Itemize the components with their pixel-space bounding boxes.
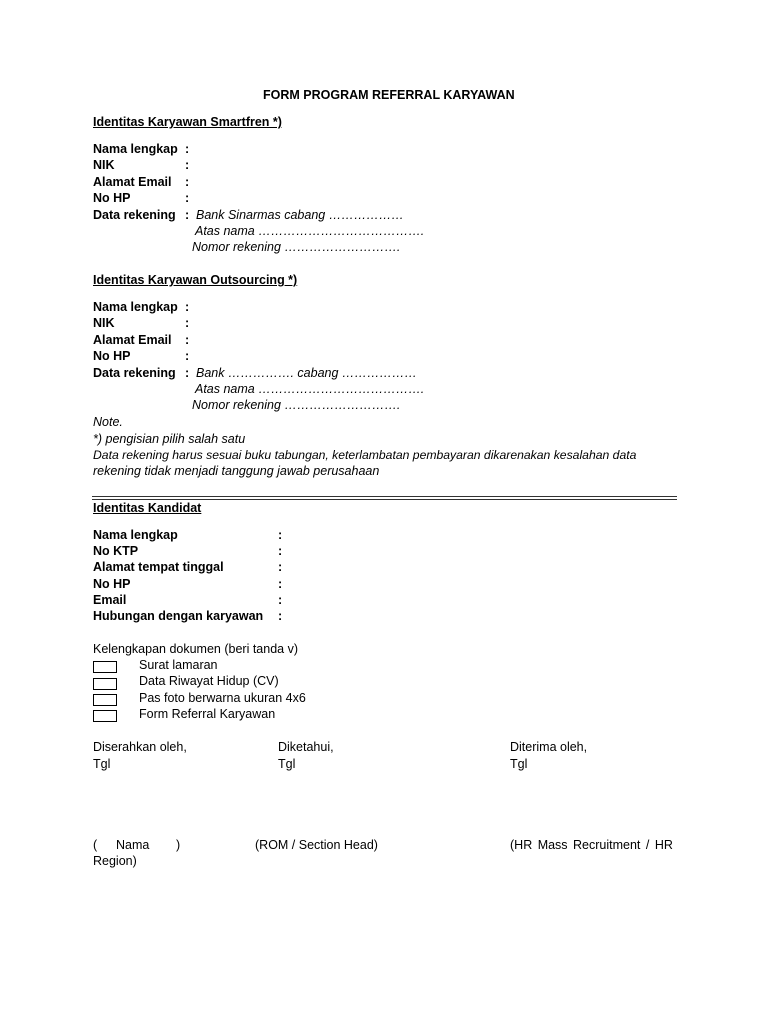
field-label: Alamat Email <box>93 333 172 347</box>
signature-label-diserahkan: Diserahkan oleh, <box>93 740 187 754</box>
field-colon: : <box>185 208 190 222</box>
field-colon: : <box>185 175 190 189</box>
signature-name: Nama <box>116 838 150 852</box>
field-colon: : <box>278 528 283 542</box>
field-label: Email <box>93 593 127 607</box>
atas-nama-line: Atas nama …………………………………. <box>195 382 425 396</box>
field-label: Nama lengkap <box>93 528 178 542</box>
field-label: Hubungan dengan karyawan <box>93 609 264 623</box>
section-heading-kandidat: Identitas Kandidat <box>93 501 202 515</box>
field-label: No HP <box>93 577 131 591</box>
note-line: Data rekening harus sesuai buku tabungan, keterlambatan pembayaran dikarenakan kesalahan data <box>93 448 637 462</box>
field-colon: : <box>185 300 190 314</box>
field-label: Data rekening <box>93 208 176 222</box>
field-label: No HP <box>93 191 131 205</box>
field-colon: : <box>278 593 283 607</box>
field-colon: : <box>278 609 283 623</box>
checklist-item-label: Surat lamaran <box>139 658 218 672</box>
nomor-rekening-line: Nomor rekening ………………………. <box>192 240 401 254</box>
signature-tgl: Tgl <box>510 757 528 771</box>
field-label: No HP <box>93 349 131 363</box>
field-colon: : <box>185 191 190 205</box>
bank-line: Bank Sinarmas cabang ……………… <box>196 208 404 222</box>
field-colon: : <box>185 333 190 347</box>
field-label: Alamat tempat tinggal <box>93 560 224 574</box>
signature-label-diterima: Diterima oleh, <box>510 740 588 754</box>
nomor-rekening-line: Nomor rekening ………………………. <box>192 398 401 412</box>
field-label: Nama lengkap <box>93 300 178 314</box>
signature-role-hr-cont: Region) <box>93 854 137 868</box>
field-colon: : <box>278 544 283 558</box>
note-line: rekening tidak menjadi tanggung jawab perusahaan <box>93 464 380 478</box>
signature-name-close: ) <box>176 838 181 852</box>
checklist-item-label: Form Referral Karyawan <box>139 707 276 721</box>
field-label: Nama lengkap <box>93 142 178 156</box>
field-colon: : <box>185 158 190 172</box>
field-colon: : <box>185 142 190 156</box>
bank-line: Bank ……………. cabang ……………… <box>196 366 417 380</box>
dokumen-heading: Kelengkapan dokumen (beri tanda v) <box>93 642 298 656</box>
checklist-item-label: Pas foto berwarna ukuran 4x6 <box>139 691 306 705</box>
checkbox-form-referral[interactable] <box>93 710 117 722</box>
atas-nama-line: Atas nama …………………………………. <box>195 224 425 238</box>
field-colon: : <box>185 316 190 330</box>
note-label: Note. <box>93 415 123 429</box>
field-label: NIK <box>93 158 115 172</box>
signature-name-open: ( <box>93 838 98 852</box>
checklist-item-label: Data Riwayat Hidup (CV) <box>139 674 279 688</box>
signature-tgl: Tgl <box>93 757 111 771</box>
section-heading-smartfren: Identitas Karyawan Smartfren *) <box>93 115 282 129</box>
signature-role-hr: (HR Mass Recruitment / HR <box>510 838 673 852</box>
divider <box>92 499 677 500</box>
checkbox-pas-foto[interactable] <box>93 694 117 706</box>
checkbox-surat-lamaran[interactable] <box>93 661 117 673</box>
field-colon: : <box>278 560 283 574</box>
signature-role-rom: (ROM / Section Head) <box>255 838 378 852</box>
signature-tgl: Tgl <box>278 757 296 771</box>
section-heading-outsourcing: Identitas Karyawan Outsourcing *) <box>93 273 298 287</box>
field-label: No KTP <box>93 544 139 558</box>
divider <box>92 496 677 497</box>
field-label: Data rekening <box>93 366 176 380</box>
field-label: Alamat Email <box>93 175 172 189</box>
field-colon: : <box>185 349 190 363</box>
field-colon: : <box>278 577 283 591</box>
field-label: NIK <box>93 316 115 330</box>
page-title: FORM PROGRAM REFERRAL KARYAWAN <box>263 88 515 102</box>
signature-label-diketahui: Diketahui, <box>278 740 334 754</box>
field-colon: : <box>185 366 190 380</box>
checkbox-cv[interactable] <box>93 678 117 690</box>
note-line: *) pengisian pilih salah satu <box>93 432 246 446</box>
